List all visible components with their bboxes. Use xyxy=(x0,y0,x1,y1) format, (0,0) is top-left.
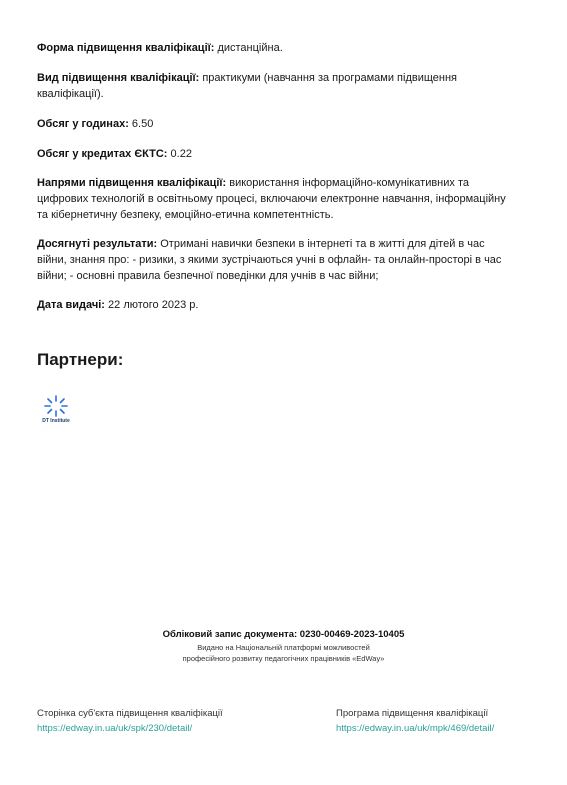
field-type xyxy=(37,70,507,102)
field-issue-date xyxy=(37,297,198,313)
field-label: Досягнуті результати: xyxy=(37,238,158,250)
field-form xyxy=(37,40,283,56)
starburst-icon xyxy=(43,394,69,418)
program-link-label: Програма підвищення кваліфікації xyxy=(336,708,489,719)
field-value: Отримані навички безпеки в інтернеті та в житті для дітей в час війни, знання про: - ризики, з якими зустрічаються учні в офлайн- та онлайн-просторі в час війни; - основні правила безпечної поведінки для учнів в час війни; xyxy=(37,238,502,282)
field-value: дистанційна. xyxy=(214,42,283,54)
partner-logo-dt-institute xyxy=(34,394,78,430)
field-label: Обсяг у годинах: xyxy=(37,118,129,130)
issued-line-2: професійного розвитку педагогічних працівників «EdWay» xyxy=(182,654,385,663)
partners-title: Партнери: xyxy=(37,350,124,369)
program-link-url[interactable]: https://edway.in.ua/uk/mpk/469/detail/ xyxy=(336,723,495,734)
partner-logo-text: DT Institute xyxy=(42,418,70,424)
field-value: 22 лютого 2023 р. xyxy=(104,299,199,311)
subject-link-url[interactable]: https://edway.in.ua/uk/spk/230/detail/ xyxy=(37,723,193,734)
footer xyxy=(0,628,567,664)
document-record-id: Обліковий запис документа: 0230-00469-2023-10405 xyxy=(162,629,405,640)
field-label: Обсяг у кредитах ЄКТС: xyxy=(37,148,168,160)
field-label: Форма підвищення кваліфікації: xyxy=(37,42,215,54)
field-label: Напрями підвищення кваліфікації: xyxy=(37,177,227,189)
field-value: 6.50 xyxy=(128,118,154,130)
field-value: використання інформаційно-комунікативних та цифрових технологій в освітньому процесі, включаючи електронне навчання, інформаційну та кібернетичну безпеку, емоційно-етична компетентність. xyxy=(37,177,506,221)
field-value: практикуми (навчання за програмами підвищення кваліфікації). xyxy=(37,72,457,100)
field-credits xyxy=(37,146,192,162)
subject-link-block xyxy=(37,706,223,736)
subject-link-label: Сторінка суб'єкта підвищення кваліфікації xyxy=(37,708,223,719)
field-hours xyxy=(37,116,153,132)
program-link-block xyxy=(336,706,494,736)
issued-line-1: Видано на Національній платформі можливостей xyxy=(197,643,370,652)
field-results xyxy=(37,236,507,284)
field-label: Дата видачі: xyxy=(37,299,105,311)
field-label: Вид підвищення кваліфікації: xyxy=(37,72,200,84)
field-directions xyxy=(37,175,507,223)
field-value: 0.22 xyxy=(167,148,192,160)
